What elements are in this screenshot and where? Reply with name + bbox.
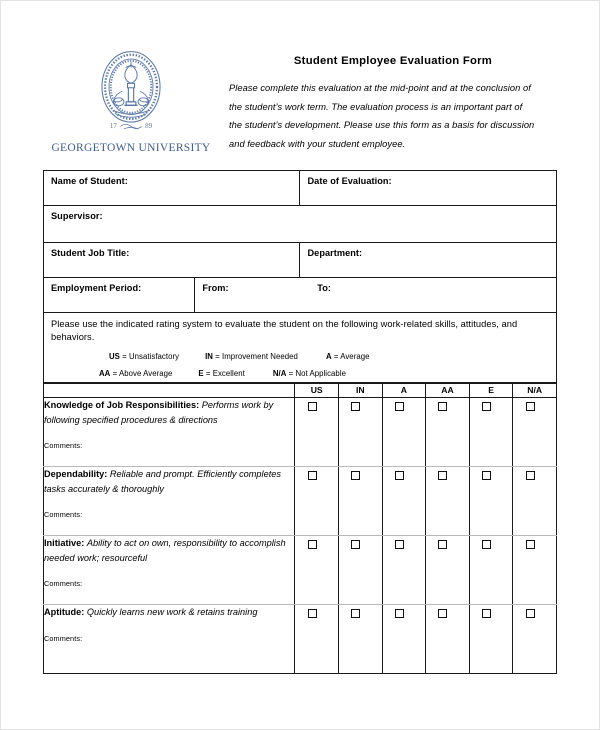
legend-code: N/A (272, 368, 287, 378)
rating-column-us: US (295, 383, 339, 398)
rating-checkbox-a[interactable] (395, 471, 404, 480)
legend-item-a (326, 352, 370, 361)
form-body (1, 154, 599, 674)
criterion-text (44, 605, 294, 619)
university-branding (43, 45, 219, 154)
checkbox-cell-na[interactable] (513, 605, 557, 674)
rating-checkbox-in[interactable] (351, 471, 360, 480)
legend-item-na (273, 369, 346, 378)
rating-checkbox-na[interactable] (526, 471, 535, 480)
rating-checkbox-aa[interactable] (438, 402, 447, 411)
rating-column-na: N/A (513, 383, 557, 398)
legend-meaning: Average (340, 351, 370, 361)
rating-checkbox-na[interactable] (526, 402, 535, 411)
comments-label[interactable]: Comments: (44, 578, 83, 588)
legend-equals: = (215, 351, 220, 361)
table-row (44, 171, 557, 206)
seal-year-right: 89 (145, 122, 153, 131)
criterion-text (44, 398, 294, 427)
legend-equals: = (112, 368, 118, 378)
page-title: Student Employee Evaluation Form (293, 55, 493, 67)
legend-equals: = (122, 351, 127, 361)
checkbox-cell-in[interactable] (338, 536, 382, 605)
checkbox-cell-e[interactable] (469, 467, 513, 536)
rating-checkbox-aa[interactable] (438, 609, 447, 618)
rating-checkbox-a[interactable] (395, 609, 404, 618)
document-header (1, 1, 599, 154)
legend-meaning: Excellent (212, 368, 245, 378)
checkbox-cell-a[interactable] (382, 467, 426, 536)
legend-meaning: Above Average (119, 368, 173, 378)
legend-item-us (109, 352, 179, 361)
legend-meaning: Unsatisfactory (128, 351, 180, 361)
checkbox-cell-in[interactable] (338, 467, 382, 536)
rating-column-in: IN (338, 383, 382, 398)
header-text-block (219, 45, 557, 153)
rating-checkbox-in[interactable] (351, 402, 360, 411)
rating-header-row (44, 383, 557, 398)
label-to: To: (317, 283, 331, 293)
rating-checkbox-aa[interactable] (438, 471, 447, 480)
checkbox-cell-e[interactable] (469, 398, 513, 467)
legend-item-aa (99, 369, 172, 378)
checkbox-cell-in[interactable] (338, 605, 382, 674)
seal-year-left: 17 (109, 122, 117, 131)
criterion-description: Reliable and prompt. Efficiently completes tasks accurately & thoroughly (44, 469, 281, 494)
intro-line: Please complete this evaluation at the mid-point and at the conclusion of (229, 83, 531, 93)
criterion-description: Performs work by following specified procedures & directions (44, 400, 274, 425)
intro-line: and feedback with your student employee. (229, 138, 406, 149)
rating-checkbox-e[interactable] (482, 471, 491, 480)
rating-checkbox-a[interactable] (395, 540, 404, 549)
student-info-table (43, 170, 557, 384)
legend-item-e (198, 369, 244, 378)
rating-checkbox-e[interactable] (482, 402, 491, 411)
rating-checkbox-e[interactable] (482, 540, 491, 549)
legend-code: US (109, 351, 120, 361)
rating-checkbox-us[interactable] (308, 609, 317, 618)
rating-column-a: A (382, 383, 426, 398)
table-row (44, 605, 557, 674)
rating-checkbox-e[interactable] (482, 609, 491, 618)
criterion-label: Aptitude: (44, 607, 85, 618)
rating-checkbox-in[interactable] (351, 609, 360, 618)
criterion-knowledge-of-job-responsibilities (44, 398, 295, 467)
criterion-aptitude (44, 605, 295, 674)
checkbox-cell-a[interactable] (382, 536, 426, 605)
checkbox-cell-us[interactable] (295, 605, 339, 674)
table-row (44, 278, 557, 313)
checkbox-cell-na[interactable] (513, 467, 557, 536)
criterion-description: Ability to act on own, responsibility to accomplish needed work; resourceful (44, 538, 286, 563)
intro-line: the student’s development. Please use this form as a basis for discussion (229, 120, 535, 131)
criterion-text (44, 467, 294, 496)
legend-equals: = (288, 368, 294, 378)
checkbox-cell-e[interactable] (469, 605, 513, 674)
criteria-header-blank (44, 383, 295, 398)
legend-meaning: Improvement Needed (222, 351, 298, 361)
rating-instructions-row (44, 313, 557, 384)
legend-code: E (198, 368, 204, 378)
rating-checkbox-in[interactable] (351, 540, 360, 549)
checkbox-cell-na[interactable] (513, 398, 557, 467)
checkbox-cell-e[interactable] (469, 536, 513, 605)
checkbox-cell-us[interactable] (295, 398, 339, 467)
checkbox-cell-in[interactable] (338, 398, 382, 467)
field-date-of-evaluation[interactable]: Date of Evaluation: (300, 171, 557, 206)
checkbox-cell-na[interactable] (513, 536, 557, 605)
comments-label[interactable]: Comments: (44, 509, 83, 519)
rating-instructions-cell (44, 313, 557, 384)
legend-equals: = (333, 351, 339, 361)
legend-code: A (325, 351, 332, 361)
rating-legend-row-1 (51, 352, 549, 361)
rating-checkbox-us[interactable] (308, 402, 317, 411)
label-from: From: (202, 283, 229, 293)
criterion-label: Dependability: (44, 469, 108, 480)
rating-legend-row-2 (51, 369, 549, 378)
legend-item-in (205, 352, 298, 361)
criterion-dependability (44, 467, 295, 536)
rating-column-aa: AA (426, 383, 470, 398)
field-employment-range[interactable] (195, 278, 557, 313)
checkbox-cell-us[interactable] (295, 536, 339, 605)
field-student-job-title[interactable]: Student Job Title: (44, 243, 300, 278)
checkbox-cell-aa[interactable] (426, 467, 470, 536)
rating-checkbox-a[interactable] (395, 402, 404, 411)
legend-code: AA (99, 368, 111, 378)
checkbox-cell-us[interactable] (295, 467, 339, 536)
table-row (44, 243, 557, 278)
table-row (44, 536, 557, 605)
checkbox-cell-aa[interactable] (426, 536, 470, 605)
university-wordmark: GEORGETOWN UNIVERSITY (51, 142, 211, 154)
rating-checkbox-na[interactable] (526, 540, 535, 549)
criterion-initiative (44, 536, 295, 605)
table-row (44, 206, 557, 243)
criterion-label: Knowledge of Job Responsibilities: (44, 400, 200, 411)
criterion-label: Initiative: (44, 538, 85, 549)
georgetown-seal-icon (87, 47, 175, 139)
field-department[interactable]: Department: (300, 243, 557, 278)
checkbox-cell-a[interactable] (382, 398, 426, 467)
table-row (44, 467, 557, 536)
criterion-text (44, 536, 294, 565)
comments-label[interactable]: Comments: (44, 440, 83, 450)
criteria-rating-table (43, 382, 557, 674)
intro-paragraph (229, 79, 557, 153)
intro-line: the student’s work term. The evaluation process is an important part of (229, 101, 523, 112)
field-employment-period: Employment Period: (44, 278, 195, 313)
rating-checkbox-na[interactable] (526, 609, 535, 618)
checkbox-cell-aa[interactable] (426, 398, 470, 467)
checkbox-cell-aa[interactable] (426, 605, 470, 674)
rating-checkbox-us[interactable] (308, 540, 317, 549)
checkbox-cell-a[interactable] (382, 605, 426, 674)
comments-label[interactable]: Comments: (44, 633, 83, 643)
criterion-description: Quickly learns new work & retains training (86, 607, 258, 618)
rating-checkbox-aa[interactable] (438, 540, 447, 549)
legend-code: IN (205, 351, 213, 361)
field-name-of-student[interactable]: Name of Student: (44, 171, 300, 206)
legend-equals: = (205, 368, 211, 378)
legend-meaning: Not Applicable (295, 368, 346, 378)
table-row (44, 398, 557, 467)
rating-checkbox-us[interactable] (308, 471, 317, 480)
rating-column-e: E (469, 383, 513, 398)
field-supervisor[interactable]: Supervisor: (44, 206, 557, 243)
rating-instructions-text: Please use the indicated rating system to evaluate the student on the following work-related skills, attitudes, and behaviors. (51, 319, 518, 343)
